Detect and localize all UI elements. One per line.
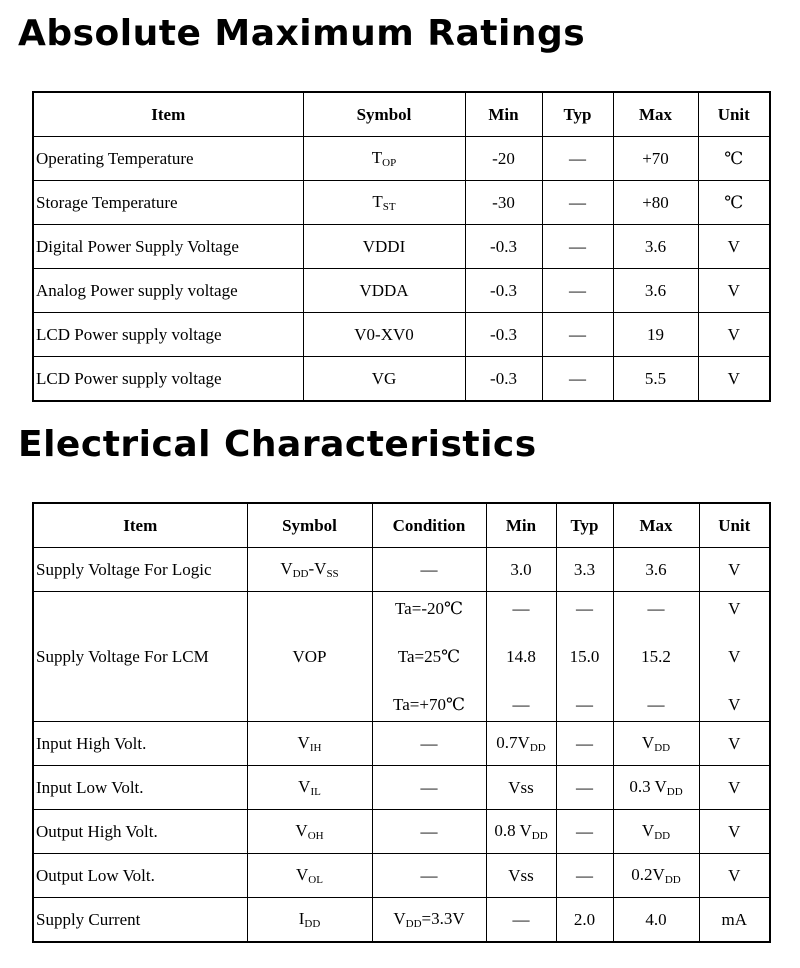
table-row <box>33 137 770 181</box>
unit-cell: ℃ <box>698 181 770 225</box>
unit-cell: V <box>699 854 770 898</box>
header-typ: Typ <box>556 503 613 548</box>
max-cell: 19 <box>613 313 698 357</box>
min-cell: Vss <box>486 854 556 898</box>
table-row <box>33 810 770 854</box>
unit-cell: V <box>699 722 770 766</box>
table-row <box>33 357 770 402</box>
condition-cell: — <box>372 722 486 766</box>
condition-cell: — <box>372 854 486 898</box>
electrical-characteristics-title: Electrical Characteristics <box>18 424 537 465</box>
table-row <box>33 313 770 357</box>
typ-cell: — <box>542 269 613 313</box>
symbol-cell: $T_{ST}$ <box>303 181 465 225</box>
header-min: Min <box>465 92 542 137</box>
symbol-cell: $T_{OP}$ <box>303 137 465 181</box>
header-max: Max <box>613 503 699 548</box>
absolute-maximum-ratings-table <box>32 91 771 402</box>
min-cell: 3.0 <box>486 548 556 592</box>
max-cell: +70 <box>613 137 698 181</box>
min-cell: — 14.8 — <box>486 592 556 722</box>
symbol-cell: VDDA <box>303 269 465 313</box>
max-cell: 4.0 <box>613 898 699 943</box>
unit-cell: V <box>699 766 770 810</box>
item-cell: Output Low Volt. <box>33 854 247 898</box>
item-cell: Analog Power supply voltage <box>33 269 303 313</box>
max-cell: 3.6 <box>613 225 698 269</box>
header-item: Item <box>33 92 303 137</box>
unit-cell: V <box>699 810 770 854</box>
absolute-maximum-ratings-title: Absolute Maximum Ratings <box>18 13 586 54</box>
typ-cell: 2.0 <box>556 898 613 943</box>
table-row <box>33 898 770 943</box>
condition-cell: — <box>372 548 486 592</box>
table-header-row <box>33 92 770 137</box>
item-cell: Output High Volt. <box>33 810 247 854</box>
unit-cell: V <box>698 269 770 313</box>
table-row <box>33 766 770 810</box>
condition-cell: Ta=-20℃ Ta=25℃ Ta=+70℃ <box>372 592 486 722</box>
electrical-characteristics-table <box>32 502 771 943</box>
item-cell: Input High Volt. <box>33 722 247 766</box>
typ-cell: — 15.0 — <box>556 592 613 722</box>
table-row <box>33 269 770 313</box>
item-cell: Input Low Volt. <box>33 766 247 810</box>
max-cell: $0.2V_{DD}$ <box>613 854 699 898</box>
unit-cell: V <box>698 357 770 402</box>
table-row <box>33 592 770 722</box>
condition-cell: — <box>372 766 486 810</box>
max-cell: +80 <box>613 181 698 225</box>
item-cell: Storage Temperature <box>33 181 303 225</box>
min-cell: Vss <box>486 766 556 810</box>
typ-cell: — <box>556 766 613 810</box>
header-unit: Unit <box>699 503 770 548</box>
table-header-row <box>33 503 770 548</box>
table-row <box>33 854 770 898</box>
typ-cell: 3.3 <box>556 548 613 592</box>
symbol-cell: $V_{OL}$ <box>247 854 372 898</box>
item-cell: Supply Current <box>33 898 247 943</box>
item-cell: Supply Voltage For LCM <box>33 592 247 722</box>
typ-cell: — <box>556 854 613 898</box>
typ-cell: — <box>542 357 613 402</box>
typ-cell: — <box>542 225 613 269</box>
symbol-cell: $V_{IH}$ <box>247 722 372 766</box>
symbol-cell: VG <box>303 357 465 402</box>
header-unit: Unit <box>698 92 770 137</box>
header-symbol: Symbol <box>303 92 465 137</box>
min-cell: $0.7V_{DD}$ <box>486 722 556 766</box>
max-cell: 3.6 <box>613 269 698 313</box>
max-cell: 3.6 <box>613 548 699 592</box>
min-cell: -0.3 <box>465 357 542 402</box>
header-max: Max <box>613 92 698 137</box>
max-cell: 5.5 <box>613 357 698 402</box>
symbol-cell: VOP <box>247 592 372 722</box>
min-cell: -30 <box>465 181 542 225</box>
min-cell: 0.8 $V_{DD}$ <box>486 810 556 854</box>
min-cell: -0.3 <box>465 225 542 269</box>
max-cell: $V_{DD}$ <box>613 722 699 766</box>
unit-cell: V <box>699 548 770 592</box>
symbol-cell: $V_{OH}$ <box>247 810 372 854</box>
max-cell: 0.3 $V_{DD}$ <box>613 766 699 810</box>
unit-cell: mA <box>699 898 770 943</box>
min-cell: -20 <box>465 137 542 181</box>
unit-cell: V <box>698 313 770 357</box>
header-min: Min <box>486 503 556 548</box>
typ-cell: — <box>542 313 613 357</box>
table-row <box>33 181 770 225</box>
item-cell: Operating Temperature <box>33 137 303 181</box>
unit-cell: V <box>698 225 770 269</box>
item-cell: LCD Power supply voltage <box>33 357 303 402</box>
symbol-cell: V0-XV0 <box>303 313 465 357</box>
symbol-cell: $I_{DD}$ <box>247 898 372 943</box>
table-row <box>33 722 770 766</box>
typ-cell: — <box>542 137 613 181</box>
typ-cell: — <box>542 181 613 225</box>
table-row <box>33 225 770 269</box>
unit-cell: ℃ <box>698 137 770 181</box>
max-cell: — 15.2 — <box>613 592 699 722</box>
header-item: Item <box>33 503 247 548</box>
header-condition: Condition <box>372 503 486 548</box>
typ-cell: — <box>556 810 613 854</box>
header-typ: Typ <box>542 92 613 137</box>
condition-cell: $V_{DD}=3.3V$ <box>372 898 486 943</box>
item-cell: Supply Voltage For Logic <box>33 548 247 592</box>
symbol-cell: $V_{DD}-V_{SS}$ <box>247 548 372 592</box>
unit-cell: V V V <box>699 592 770 722</box>
header-symbol: Symbol <box>247 503 372 548</box>
min-cell: -0.3 <box>465 313 542 357</box>
min-cell: — <box>486 898 556 943</box>
item-cell: Digital Power Supply Voltage <box>33 225 303 269</box>
table-row <box>33 548 770 592</box>
symbol-cell: $V_{IL}$ <box>247 766 372 810</box>
item-cell: LCD Power supply voltage <box>33 313 303 357</box>
max-cell: $V_{DD}$ <box>613 810 699 854</box>
condition-cell: — <box>372 810 486 854</box>
symbol-cell: VDDI <box>303 225 465 269</box>
min-cell: -0.3 <box>465 269 542 313</box>
typ-cell: — <box>556 722 613 766</box>
